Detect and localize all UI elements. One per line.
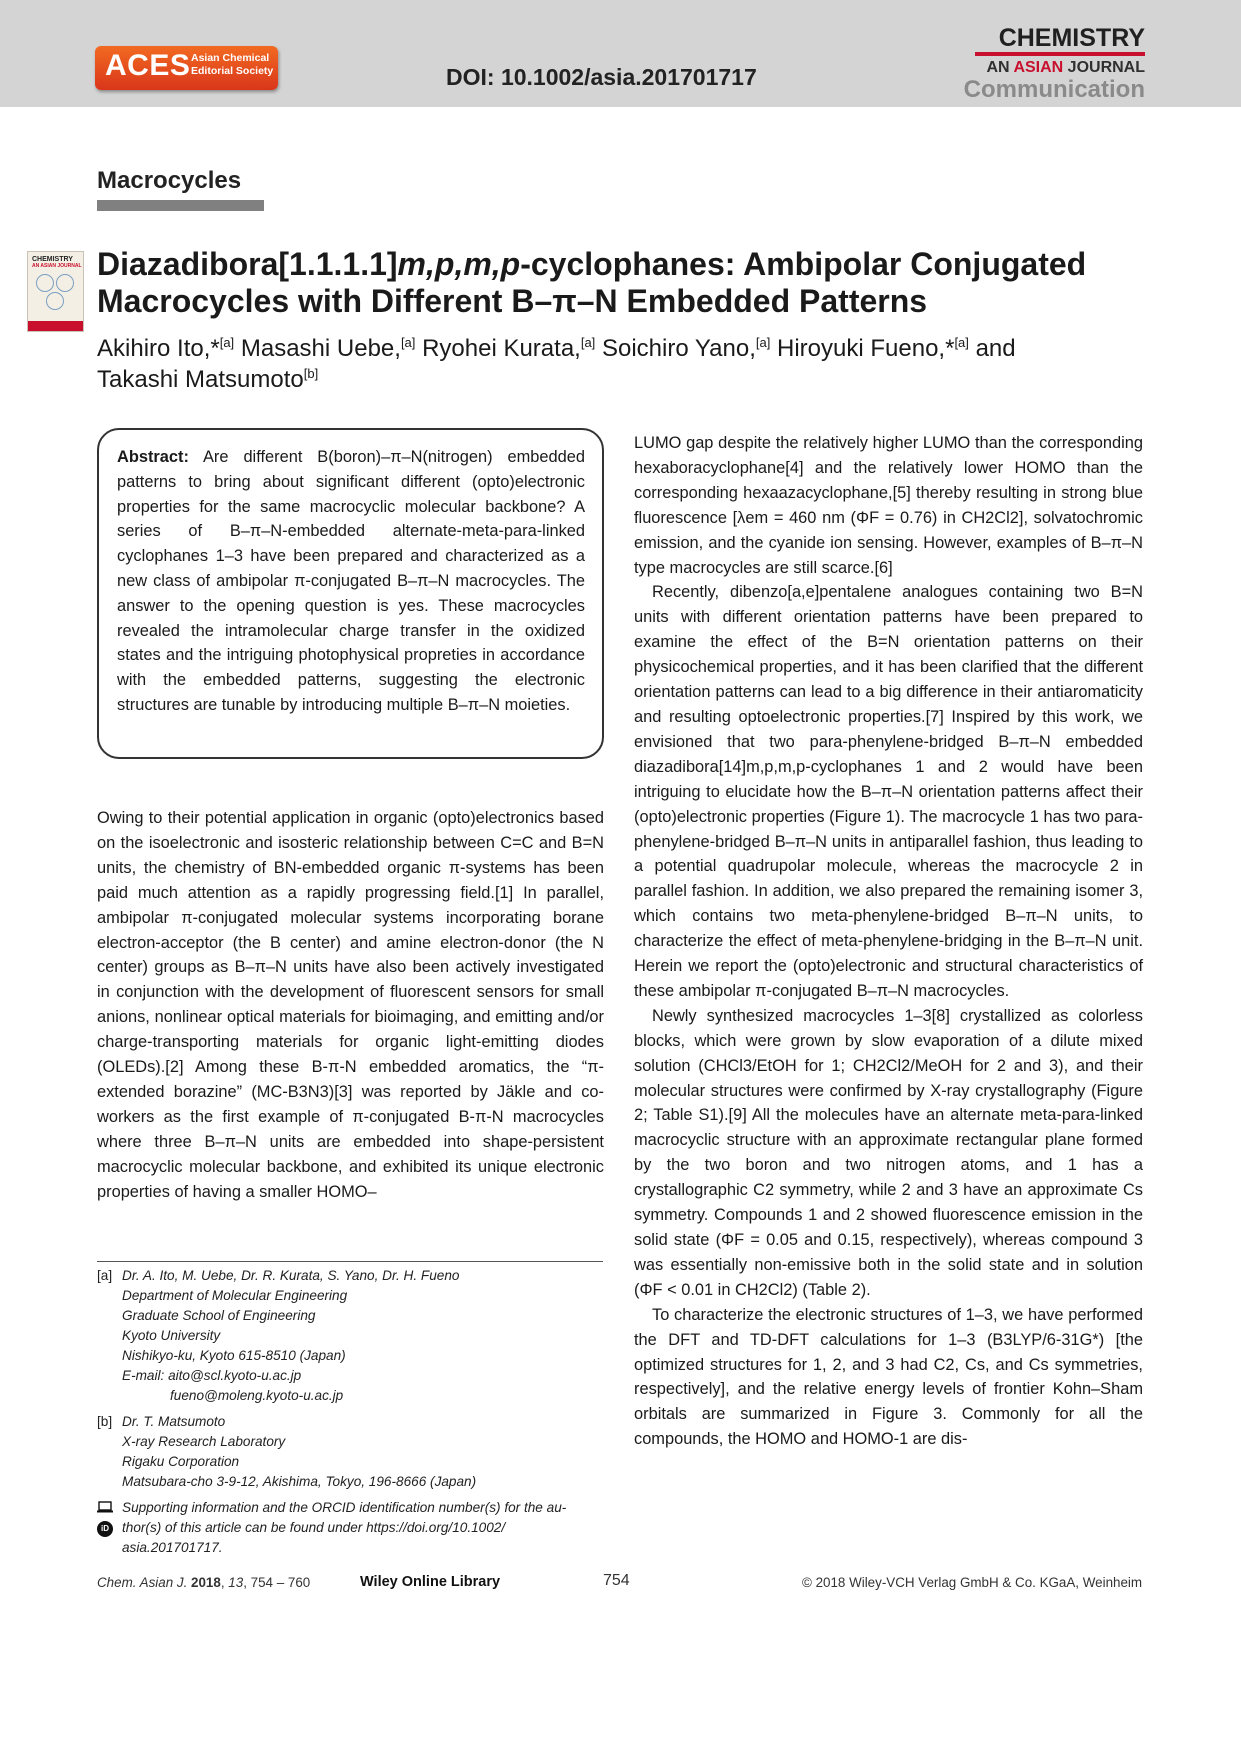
footnote-divider (97, 1261, 603, 1262)
abstract-box (97, 428, 604, 759)
title-part-1: Diazadibora[1.1.1.1] (97, 246, 398, 282)
author-name: Hiroyuki Fueno,* (777, 335, 955, 362)
journal-subtitle (905, 59, 1145, 76)
affiliation-line: Kyoto University (122, 1328, 221, 1343)
author-name: Masashi Uebe, (240, 335, 401, 362)
author (602, 335, 770, 362)
author-affiliation: [a] (580, 335, 596, 350)
affiliation-line: X-ray Research Laboratory (122, 1434, 286, 1449)
supporting-info-note (97, 1498, 604, 1558)
cover-molecule-ring (56, 274, 74, 292)
journal-asian: ASIAN (1013, 59, 1064, 76)
body-paragraph: Recently, dibenzo[a,e]pentalene analogues containing two B=N units with different orientation patterns have been prepared to examine the effect of the B=N orientation patterns on their physicochemical properties, and it has been clarified that the different orientation patterns can lead to a big difference in their antiaromaticity and resulting optoelectronic properties.[7] Inspired by this work, we envisioned that two para-phenylene-bridged B–π–N embedded diazadibora[14]m,p,m,p-cyclophanes 1 and 2 would have been intriguing to elucidate how the B–π–N orientation patterns affect their (opto)electronic properties (Figure 1). The macrocycle 1 has two para-phenylene-bridged B–π–N units in antiparallel fashion, thus leading to a potential quadrupolar molecule, whereas the macrocycle 2 in parallel fashion. In addition, we also prepared the remaining isomer 3, which contains two meta-phenylene-bridged B–π–N units, to characterize the effect of meta-phenylene-bridging in the B–π–N unit. Herein we report the (opto)electronic and structural characteristics of these ambipolar π-conjugated B–π–N macrocycles. (634, 583, 1143, 1000)
author-affiliation: [a] (755, 335, 771, 350)
citation-year: 2018 (191, 1575, 221, 1590)
header-band (0, 0, 1241, 107)
abstract-label: Abstract: (117, 448, 189, 466)
author (777, 335, 969, 362)
supporting-info-link[interactable]: thor(s) of this article can be found under https://doi.org/10.1002/ (122, 1520, 506, 1535)
authors-conjunction: and (975, 335, 1016, 362)
aces-line-1: Asian Chemical (191, 52, 270, 64)
affiliation-tag: [b] (97, 1414, 113, 1429)
footer-citation: Chem. Asian J. 2018, 13, 754 – 760 (97, 1575, 311, 1590)
citation-volume: 13 (228, 1575, 244, 1590)
journal-logo[interactable] (905, 24, 1145, 104)
journal-cover-thumbnail[interactable] (27, 251, 84, 332)
supporting-info-link[interactable]: asia.201701717. (122, 1540, 223, 1555)
aces-logo[interactable] (95, 46, 278, 90)
journal-name: CHEMISTRY (998, 24, 1145, 52)
supporting-info-line: Supporting information and the ORCID identification number(s) for the au- (122, 1500, 567, 1515)
affiliation-line: Nishikyo-ku, Kyoto 615-8510 (Japan) (122, 1348, 346, 1363)
author-name: Akihiro Ito,* (97, 335, 220, 362)
article-doi[interactable]: DOI: 10.1002/asia.201701717 (446, 64, 757, 90)
body-paragraph: To characterize the electronic structures of 1–3, we have performed the DFT and TD-DFT calculations for 1–3 (B3LYP/6-31G*) [the optimized structures for 1, 2, and 3 had C2, Cs, and Cs symmetries, respectively], and the relative energy levels of frontier Kohn–Sham orbitals are summarized in Figure 3. Commonly for all the compounds, the HOMO and HOMO-1 are dis- (634, 1305, 1143, 1449)
cover-molecule-ring (46, 292, 64, 310)
journal-an: AN (986, 59, 1014, 76)
author (97, 366, 318, 393)
cover-title: CHEMISTRY (32, 256, 73, 263)
affiliation-line: Matsubara-cho 3-9-12, Akishima, Tokyo, 196-8666 (Japan) (122, 1474, 477, 1489)
abstract-paragraph (117, 445, 585, 718)
author-affiliation: [b] (303, 366, 319, 381)
body-column-right (634, 431, 1143, 1452)
body-column-left (97, 806, 604, 1205)
body-paragraph: LUMO gap despite the relatively higher LUMO than the corresponding hexaboracyclophane[4] and the relatively lower HOMO than the corresponding hexaazacyclophane,[5] thereby resulting in strong blue fluorescence [λem = 460 nm (ΦF = 0.76) in CH2Cl2], solvatochromic emission, and the cyanide ion sensing. However, examples of B–π–N type macrocycles are still scarce.[6] (634, 434, 1143, 577)
aces-logo-subtitle (191, 52, 273, 78)
abstract-text: Are different B(boron)–π–N(nitrogen) embedded patterns to bring about significant different (opto)electronic properties for the same macrocyclic molecular backbone? A series of B–π–N-embedded alternate-meta-para-linked cyclophanes 1–3 have been prepared and characterized as a new class of ambipolar π-conjugated B–π–N macrocycles. The answer to the opening question is yes. These macrocycles revealed the intramolecular charge transfer in the oxidized states and the intriguing photophysical propreties in accordance with the embedded patterns, suggesting the electronic structures are tunable by introducing multiple B–π–N moieties. (117, 448, 586, 714)
author (241, 335, 416, 362)
author (422, 335, 595, 362)
citation-pages: 754 – 760 (250, 1575, 311, 1590)
affiliation-footnotes (97, 1266, 604, 1558)
author-list (97, 333, 1157, 395)
section-bar (97, 200, 264, 211)
orcid-icon[interactable]: iD (97, 1521, 113, 1537)
author-name: Soichiro Yano, (601, 335, 756, 362)
body-paragraph: Newly synthesized macrocycles 1–3[8] crystallized as colorless blocks, which were grown by slow evaporation of a dilute mixed solution (CHCl3/EtOH for 1; CH2Cl2/MeOH for 2 and 3), and their molecular structures were confirmed by X-ray crystallography (Figure 2; Table S1).[9] All the molecules have an alternate meta-para-linked macrocyclic structure with an approximate rectangular plane formed by the two boron and two nitrogen atoms, and 1 has a crystallographic C2 symmetry, while 2 and 3 have an approximate Cs symmetry. Compounds 1 and 2 showed fluorescence emission in the solid state (ΦF = 0.05 and 0.15, respectively), whereas compound 3 was essentially non-emissive both in the solid state and in solution (ΦF < 0.01 in CH2Cl2) (Table 2). (634, 1006, 1143, 1299)
body-paragraph: Owing to their potential application in organic (opto)electronics based on the isoelectronic and isosteric relationship between C=C and B=N units, the chemistry of BN-embedded organic π-systems has been paid much attention as a rapidly progressing field.[1] In parallel, ambipolar π-conjugated molecular systems incorporating borane electron-acceptor (the B center) and amine electron-donor (the N center) groups as B–π–N units have also been actively investigated in conjunction with the development of fluorescent sensors for small anions, nonlinear optical materials for bioimaging, and emitting and/or charge-transporting materials for organic light-emitting diodes (OLEDs).[2] Among these B-π-N embedded aromatics, the “π-extended borazine” (MC-B3N3)[3] was reported by Jäkle and co-workers as the first example of π-conjugated B-π-N macrocycles where three B–π–N units are embedded into shape-persistent macrocyclic molecular backbone, and exhibited its unique electronic properties of having a smaller HOMO– (97, 809, 604, 1201)
cover-subtitle: AN ASIAN JOURNAL (32, 263, 82, 269)
affiliation-line: Rigaku Corporation (122, 1454, 240, 1469)
citation-journal: Chem. Asian J. (97, 1575, 188, 1590)
email-link[interactable]: E-mail: aito@scl.kyoto-u.ac.jp (122, 1368, 302, 1383)
journal-rule (975, 52, 1145, 56)
article-title (97, 246, 1157, 320)
cover-molecule-ring (36, 274, 54, 292)
affiliation-b (97, 1412, 604, 1492)
article-type: Communication (963, 76, 1145, 103)
author-name: Ryohei Kurata, (422, 335, 581, 362)
page-number: 754 (603, 1572, 630, 1589)
affiliation-a (97, 1266, 604, 1406)
title-part-2: -cyclophanes: Ambipolar Conjugated Macrocycles with Different B–π–N Embedded Patterns (97, 246, 1087, 319)
cover-band (28, 321, 83, 331)
author (97, 335, 234, 362)
aces-logo-mark: ACES (105, 49, 191, 82)
affiliation-tag: [a] (97, 1268, 113, 1283)
author-affiliation: [a] (954, 335, 969, 350)
title-italic: m,p,m,p (397, 246, 521, 282)
aces-line-2: Editorial Society (191, 65, 274, 77)
section-heading: Macrocycles (97, 167, 242, 194)
email-link[interactable]: fueno@moleng.kyoto-u.ac.jp (170, 1388, 344, 1403)
affiliation-line: Department of Molecular Engineering (122, 1288, 348, 1303)
laptop-icon (97, 1501, 113, 1513)
author-affiliation: [a] (400, 335, 416, 350)
author-affiliation: [a] (219, 335, 235, 350)
affiliation-line: Dr. A. Ito, M. Uebe, Dr. R. Kurata, S. Yano, Dr. H. Fueno (122, 1268, 460, 1283)
author-name: Takashi Matsumoto (97, 366, 304, 393)
wiley-online-library-link[interactable]: Wiley Online Library (360, 1574, 501, 1590)
journal-journal: JOURNAL (1063, 59, 1145, 76)
copyright-notice: © 2018 Wiley-VCH Verlag GmbH & Co. KGaA, Weinheim (802, 1575, 1143, 1590)
affiliation-line: Graduate School of Engineering (122, 1308, 316, 1323)
affiliation-line: Dr. T. Matsumoto (122, 1414, 226, 1429)
